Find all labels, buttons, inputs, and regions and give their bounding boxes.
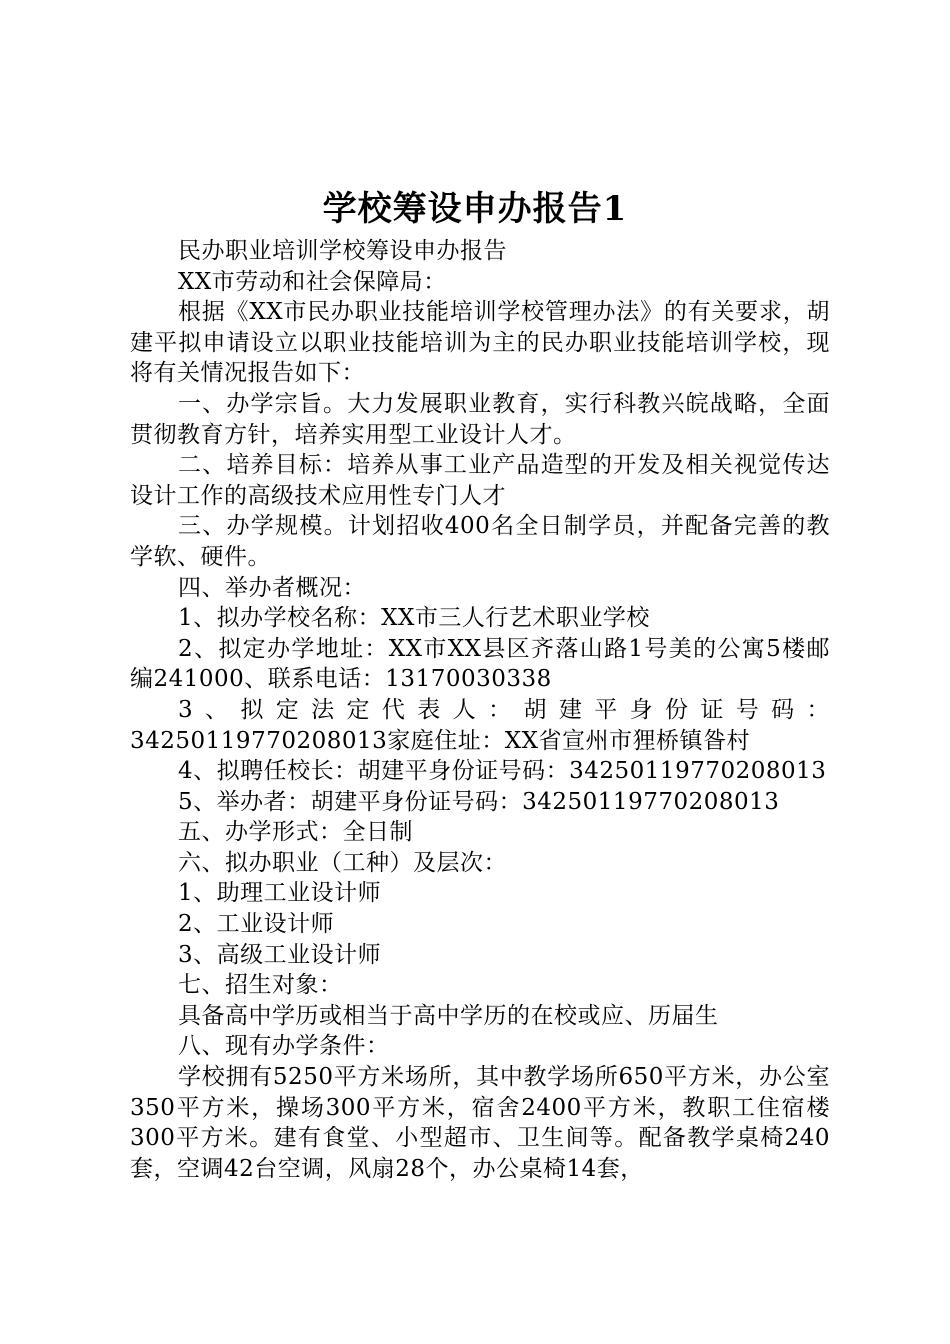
paragraph-occupation-1: 1、助理工业设计师: [178, 880, 382, 907]
paragraph-sponsor-heading: 四、举办者概况：: [178, 574, 366, 601]
paragraph-school-name: 1、拟办学校名称：XX市三人行艺术职业学校: [178, 605, 650, 632]
paragraph-purpose: 一、办学宗旨。大力发展职业教育，实行科教兴皖战略，全面贯彻教育方针，培养实用型工业设计人才。: [130, 390, 830, 448]
document-body: [130, 236, 830, 1184]
paragraph-goal: 二、培养目标：培养从事工业产品造型的开发及相关视觉传达设计工作的高级技术应用性专门人才: [130, 452, 830, 509]
document-title: 学校筹设申办报告1: [322, 189, 628, 229]
paragraph-occupations-heading: 六、拟办职业（工种）及层次：: [178, 849, 507, 876]
paragraph-occupation-3: 3、高级工业设计师: [178, 941, 382, 968]
paragraph-occupation-2: 2、工业设计师: [178, 911, 335, 938]
paragraph-enrollment: 具备高中学历或相当于高中学历的在校或应、历届生: [178, 1002, 719, 1029]
paragraph-address: 2、拟定办学地址：XX市XX县区齐落山路1号美的公寓5楼邮编241000、联系电话：13170030338: [130, 635, 830, 693]
paragraph-subtitle: 民办职业培训学校筹设申办报告: [178, 238, 507, 264]
paragraph-principal: 4、拟聘任校长：胡建平身份证号码：34250119770208013: [178, 758, 827, 785]
paragraph-scale: 三、办学规模。计划招收400名全日制学员，并配备完善的教学软、硬件。: [130, 513, 830, 570]
paragraph-sponsor: 5、举办者：胡建平身份证号码：34250119770208013: [178, 788, 780, 815]
paragraph-enrollment-heading: 七、招生对象：: [178, 972, 343, 999]
paragraph-addressee: XX市劳动和社会保障局：: [178, 268, 447, 295]
paragraph-form: 五、办学形式：全日制: [178, 819, 413, 846]
paragraph-conditions: 学校拥有5250平方米场所，其中教学场所650平方米，办公室350平方米，操场300平方米，宿舍2400平方米，教职工住宿楼300平方米。建有食堂、小型超市、卫生间等。配备教学桌椅240套，空调42台空调，风扇28个，办公桌椅14套，: [130, 1064, 830, 1182]
paragraph-conditions-heading: 八、现有办学条件：: [178, 1033, 390, 1060]
paragraph-legal-rep: 3、拟定法定代表人：胡建平身份证号码：34250119770208013家庭住址：XX省宣州市狸桥镇昝村: [130, 696, 830, 754]
paragraph-intro: 根据《XX市民办职业技能培训学校管理办法》的有关要求，胡建平拟申请设立以职业技能培训为主的民办职业技能培训学校，现将有关情况报告如下：: [130, 299, 830, 387]
